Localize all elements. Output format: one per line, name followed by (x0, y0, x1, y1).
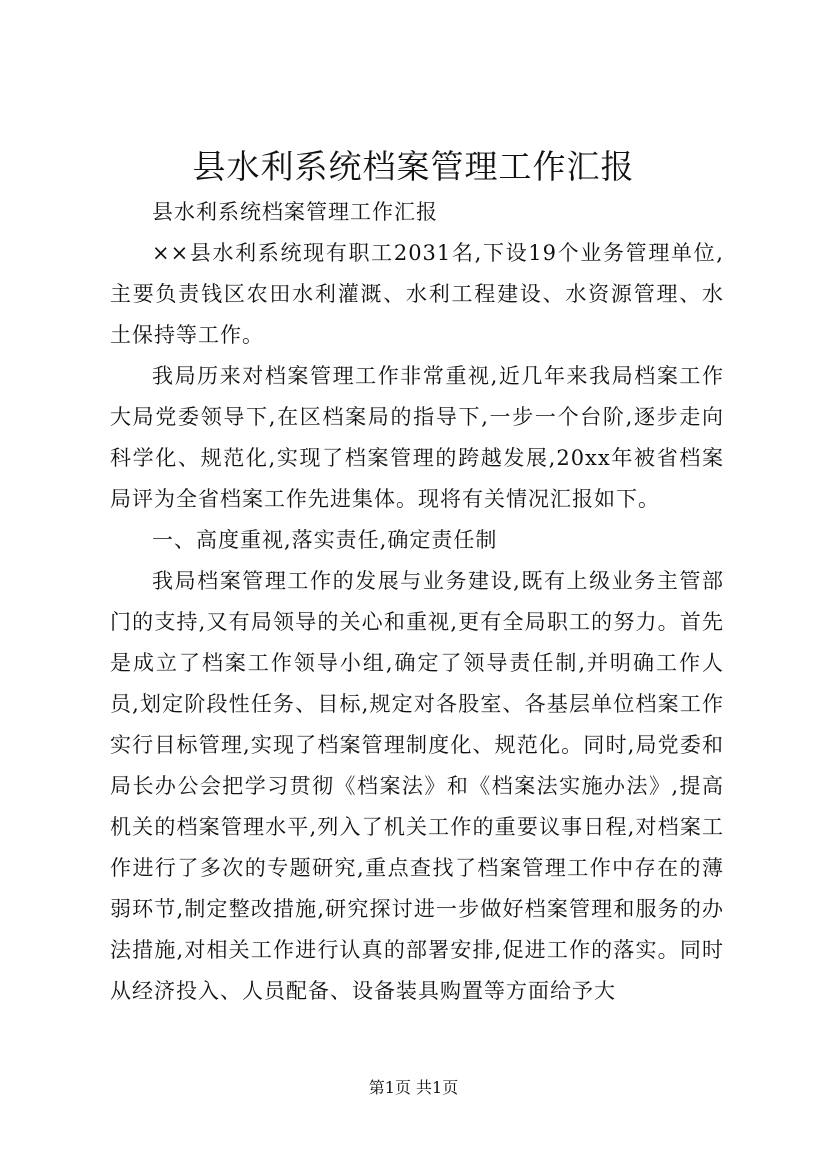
section-heading: 一、高度重视,落实责任,确定责任制 (152, 528, 498, 552)
body-paragraph: ××县水利系统现有职工2031名,下设19个业务管理单位,主要负责钱区农田水利灌溉、水利工程建设、水资源管理、水土保持等工作。 (110, 241, 724, 347)
body-paragraph: 我局历来对档案管理工作非常重视,近几年来我局档案工作大局党委领导下,在区档案局的指导下,一步一个台阶,逐步走向科学化、规范化,实现了档案管理的跨越发展,20xx年被省档案局评为全省档案工作先进集体。现将有关情况汇报如下。 (110, 364, 724, 511)
page-footer: 第1页 共1页 (368, 1078, 459, 1097)
body-paragraph: 我局档案管理工作的发展与业务建设,既有上级业务主管部门的支持,又有局领导的关心和重视,更有全局职工的努力。首先是成立了档案工作领导小组,确定了领导责任制,并明确工作人员,划定阶段性任务、目标,规定对各股室、各基层单位档案工作实行目标管理,实现了档案管理制度化、规范化。同时,局党委和局长办公会把学习贯彻《档案法》和《档案法实施办法》,提高机关的档案管理水平,列入了机关工作的重要议事日程,对档案工作进行了多次的专题研究,重点查找了档案管理工作中存在的薄弱环节,制定整改措施,研究探讨进一步做好档案管理和服务的办法措施,对相关工作进行认真的部署安排,促进工作的落实。同时从经济投入、人员配备、设备装具购置等方面给予大 (110, 569, 724, 1003)
document-body (110, 192, 724, 1012)
subtitle-paragraph: 县水利系统档案管理工作汇报 (152, 200, 438, 224)
document-title: 县水利系统档案管理工作汇报 (192, 147, 635, 186)
